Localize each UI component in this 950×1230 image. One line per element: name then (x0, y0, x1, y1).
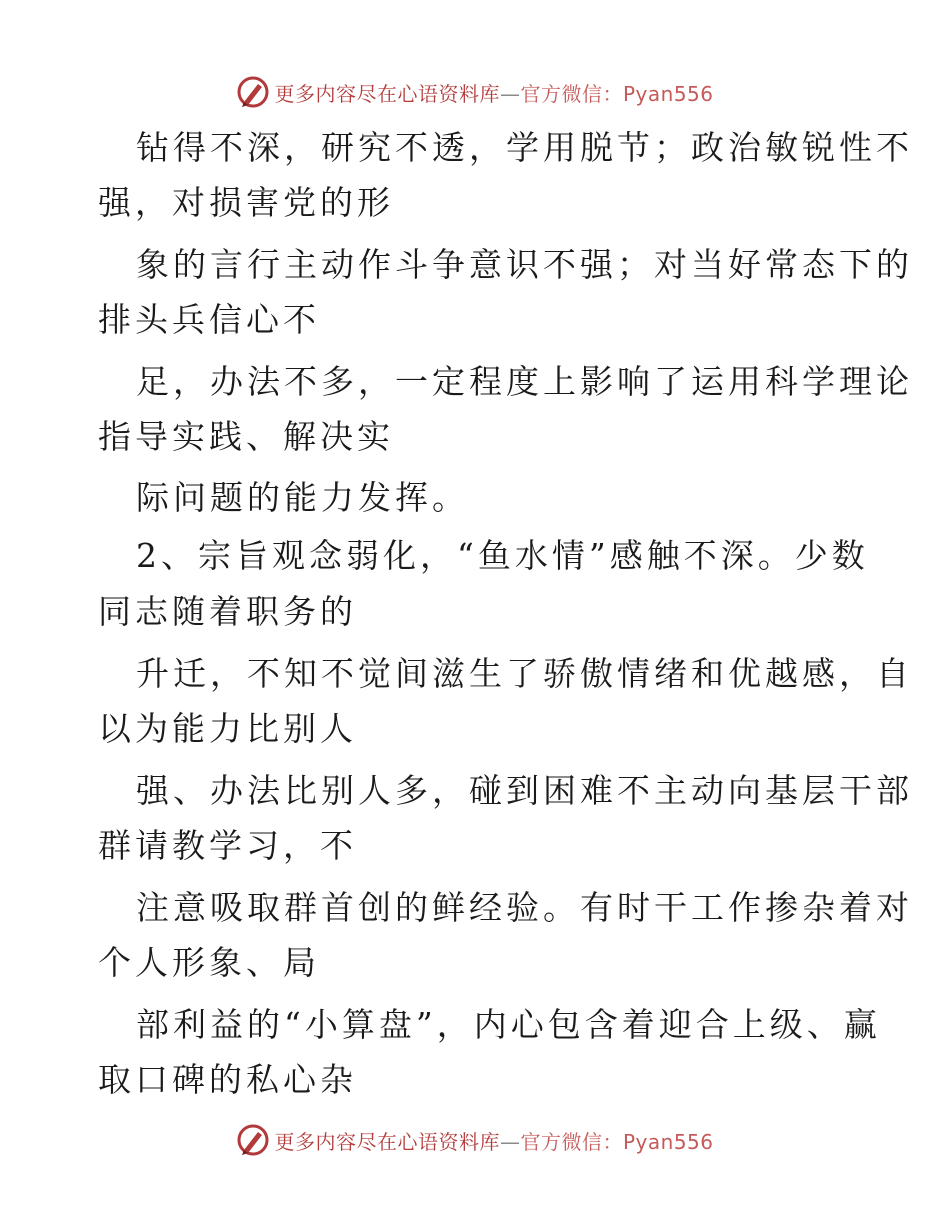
body-line: 际问题的能力发挥。 (136, 478, 469, 517)
body-line: 群请教学习，不 (98, 826, 357, 865)
footer-separator: — (499, 1129, 521, 1154)
pen-circle-logo-icon (236, 75, 270, 109)
header-wechat-id: Pyan556 (622, 81, 714, 106)
body-line: 指导实践、解决实 (98, 417, 394, 456)
body-line: 足，办法不多，一定程度上影响了运用科学理论 (136, 362, 913, 401)
footer-banner-text (274, 1126, 713, 1155)
header-wechat-label: 官方微信： (520, 81, 623, 106)
body-line: 注意吸取群首创的鲜经验。有时干工作掺杂着对 (136, 888, 913, 927)
body-line: 钻得不深，研究不透，学用脱节；政治敏锐性不 (136, 128, 913, 167)
header-site-text: 更多内容尽在心语资料库 (274, 81, 500, 106)
body-line: 排头兵信心不 (98, 300, 320, 339)
body-line: 强，对损害党的形 (98, 183, 394, 222)
body-line: 升迁，不知不觉间滋生了骄傲情绪和优越感，自 (136, 654, 913, 693)
header-banner (0, 72, 950, 112)
body-line: 个人形象、局 (98, 943, 320, 982)
footer-wechat-id: Pyan556 (622, 1129, 714, 1154)
header-banner-text (274, 78, 713, 107)
footer-site-text: 更多内容尽在心语资料库 (274, 1129, 500, 1154)
footer-banner (0, 1120, 950, 1160)
body-line: 同志随着职务的 (98, 592, 357, 631)
body-line: 取口碑的私心杂 (98, 1060, 357, 1099)
body-line: 以为能力比别人 (98, 709, 357, 748)
body-line: 象的言行主动作斗争意识不强；对当好常态下的 (136, 245, 913, 284)
body-line: 部利益的“小算盘”，内心包含着迎合上级、赢 (136, 1005, 881, 1044)
pen-circle-logo-icon (236, 1123, 270, 1157)
footer-wechat-label: 官方微信： (520, 1129, 623, 1154)
body-line: 强、办法比别人多，碰到困难不主动向基层干部 (136, 771, 913, 810)
body-line: 2、宗旨观念弱化，“鱼水情”感触不深。少数 (136, 536, 869, 575)
header-separator: — (499, 81, 521, 106)
